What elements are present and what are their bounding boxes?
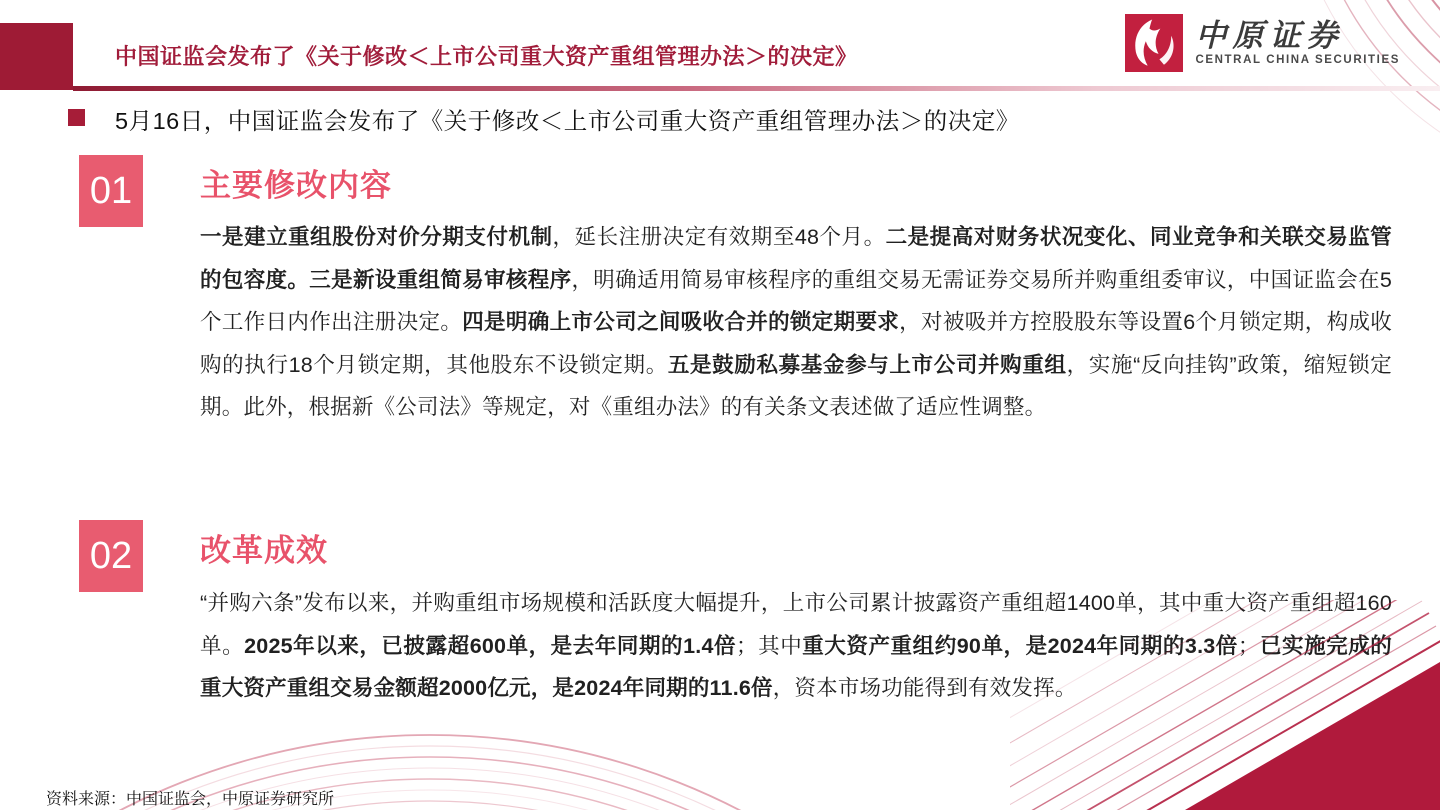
bullet-row xyxy=(68,102,1020,136)
header-accent-block xyxy=(0,23,73,90)
section-02-title: 改革成效 xyxy=(200,533,328,568)
logo-text xyxy=(1195,17,1400,67)
logo-name-cn: 中原证券 xyxy=(1195,17,1344,54)
logo-name-en: CENTRAL CHINA SECURITIES xyxy=(1195,54,1400,67)
section-01-number-badge: 01 xyxy=(79,155,143,227)
company-logo xyxy=(1125,14,1400,72)
header-divider xyxy=(73,86,1440,91)
section-02-paragraph: “并购六条”发布以来，并购重组市场规模和活跃度大幅提升，上市公司累计披露资产重组超1400单，其中重大资产重组超160单。2025年以来，已披露超600单，是去年同期的1.4倍；其中重大资产重组约90单，是2024年同期的3.3倍；已实施完成的重大资产重组交易金额超2000亿元，是2024年同期的11.6倍，资本市场功能得到有效发挥。 xyxy=(200,591,1393,700)
bullet-text: 5月16日，中国证监会发布了《关于修改＜上市公司重大资产重组管理办法＞的决定》 xyxy=(115,108,1020,134)
page-title: 中国证监会发布了《关于修改＜上市公司重大资产重组管理办法＞的决定》 xyxy=(115,43,858,69)
section-01-title: 主要修改内容 xyxy=(200,168,392,203)
bullet-square-icon xyxy=(68,109,85,126)
source-note: 资料来源：中国证监会，中原证券研究所 xyxy=(46,791,335,808)
section-01-paragraph: 一是建立重组股份对价分期支付机制，延长注册决定有效期至48个月。二是提高对财务状况变化、同业竞争和关联交易监管的包容度。三是新设重组简易审核程序，明确适用简易审核程序的重组交易无需证券交易所并购重组委审议，中国证监会在5个工作日内作出注册决定。四是明确上市公司之间吸收合并的锁定期要求，对被吸并方控股股东等设置6个月锁定期，构成收购的执行18个月锁定期，其他股东不设锁定期。五是鼓励私募基金参与上市公司并购重组，实施“反向挂钩”政策，缩短锁定期。此外，根据新《公司法》等规定，对《重组办法》的有关条文表述做了适应性调整。 xyxy=(200,225,1393,419)
logo-mark-icon xyxy=(1125,14,1183,72)
section-02-number-badge: 02 xyxy=(79,520,143,592)
